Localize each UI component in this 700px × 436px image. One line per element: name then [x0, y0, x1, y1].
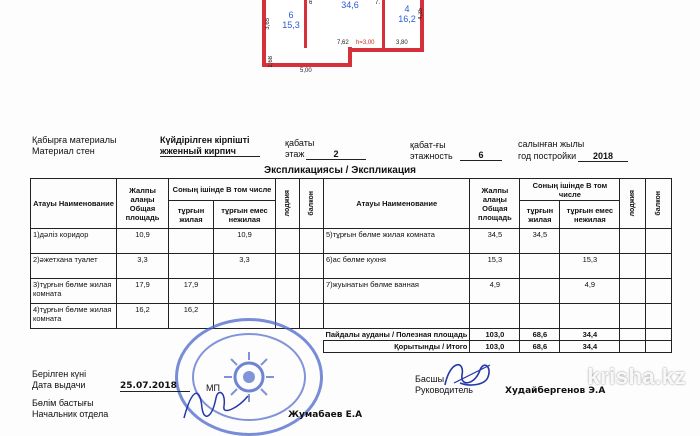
- col-incl-header: Соның ішінде В том числе: [169, 179, 276, 201]
- room-total: 16,2: [117, 304, 169, 329]
- room-total: [470, 304, 520, 329]
- room-nonliving: [560, 229, 620, 254]
- director-label-ru: Руководитель: [415, 385, 473, 395]
- room-living: [520, 279, 560, 304]
- col-balcony-header-2: балкон: [655, 191, 663, 216]
- year-value: 2018: [578, 151, 628, 162]
- table-row: [31, 279, 672, 304]
- head-dept-label-ru: Начальник отдела: [32, 409, 109, 419]
- wall-material-value-ru: жженный кирпич: [160, 146, 260, 157]
- total-row: [31, 341, 672, 353]
- col-total-header-2: Жалпы алаңы Общая площадь: [470, 179, 520, 229]
- dim-left: 3,65: [265, 18, 271, 30]
- floor-value: 2: [306, 149, 366, 160]
- room-living: 16,2: [169, 304, 214, 329]
- room-name: 6)ас бөлме кухня: [324, 254, 470, 279]
- room-nonliving: 3,3: [214, 254, 276, 279]
- room-living: [520, 254, 560, 279]
- col-living-header-2: тұрғын жилая: [520, 201, 560, 229]
- col-nonliving-header: тұрғын емес нежилая: [214, 201, 276, 229]
- room-4-number: 4: [404, 4, 410, 14]
- head-dept-name: Жумабаев Е.А: [288, 410, 363, 420]
- room-living: 17,9: [169, 279, 214, 304]
- col-name-header: Атауы Наименование: [31, 179, 117, 229]
- wall-material-label-kz: Қабырға материалы: [32, 135, 117, 145]
- table-row: [31, 254, 672, 279]
- floors-value: 6: [460, 150, 502, 161]
- room-total: 17,9: [117, 279, 169, 304]
- col-living-header: тұрғын жилая: [169, 201, 214, 229]
- dim-top-a: 6: [309, 0, 313, 6]
- useful-area-nonliving: 34,4: [560, 329, 620, 341]
- watermark-text: krisha.kz: [587, 364, 686, 389]
- table-row: [31, 304, 672, 329]
- room-nonliving: [560, 304, 620, 329]
- useful-area-total: 103,0: [470, 329, 520, 341]
- total-nonliving: 34,4: [560, 341, 620, 353]
- wall-material-label-ru: Материал стен: [32, 146, 95, 156]
- floor-label-ru: этаж: [285, 149, 305, 159]
- dim-500: 5,00: [300, 68, 312, 74]
- room-nonliving: 15,3: [560, 254, 620, 279]
- director-signature-icon: [440, 355, 500, 395]
- room-4-area: 16,2: [398, 14, 416, 24]
- room-nonliving: 10,9: [214, 229, 276, 254]
- dim-762: 7,62: [337, 40, 349, 46]
- dim-right: 4,35: [418, 8, 424, 20]
- col-loggia-header: лоджия: [284, 190, 291, 217]
- room-name: 7)жуынатын бөлме ванная: [324, 279, 470, 304]
- col-nonliving-header-2: тұрғын емес нежилая: [560, 201, 620, 229]
- col-balcony-header: балкон: [308, 191, 315, 216]
- room-total: 15,3: [470, 254, 520, 279]
- issue-date-label-ru: Дата выдачи: [32, 380, 86, 390]
- col-loggia-header-2: лоджия: [629, 190, 637, 217]
- year-label-ru: год постройки: [518, 151, 577, 161]
- room-total: 34,5: [470, 229, 520, 254]
- seal-place-label: МП: [206, 383, 220, 393]
- col-incl-header-2: Соның ішінде В том числе: [520, 179, 620, 201]
- total-total: 103,0: [470, 341, 520, 353]
- room-total: 10,9: [117, 229, 169, 254]
- dim-top-b: 7.: [375, 0, 381, 6]
- room-nonliving: [214, 279, 276, 304]
- room-6-area: 15,3: [282, 20, 300, 30]
- issue-date-label-kz: Берілген күні: [32, 369, 87, 379]
- floor-label-kz: қабаты: [285, 138, 315, 148]
- room-total: 4,9: [470, 279, 520, 304]
- head-dept-label-kz: Бөлім бастығы: [32, 398, 94, 408]
- room-5-area: 34,6: [341, 0, 359, 10]
- explication-table: [30, 178, 672, 353]
- director-label-kz: Басшы: [415, 374, 445, 384]
- room-living: [520, 304, 560, 329]
- room-6-number: 6: [288, 10, 294, 20]
- total-label: Қорытынды / Итого: [324, 341, 470, 353]
- room-name: 5)тұрғын бөлме жилая комната: [324, 229, 470, 254]
- room-name: 4)тұрғын бөлме жилая комната: [31, 304, 117, 329]
- total-living: 68,6: [520, 341, 560, 353]
- room-name: [324, 304, 470, 329]
- floors-label-ru: этажность: [410, 151, 453, 161]
- room-nonliving: 4,9: [560, 279, 620, 304]
- room-living: 34,5: [520, 229, 560, 254]
- dim-380: 3,80: [396, 40, 408, 46]
- dim-168: 1,68: [268, 56, 274, 68]
- room-name: 3)тұрғын бөлме жилая комната: [31, 279, 117, 304]
- useful-area-label: Пайдалы ауданы / Полезная площадь: [324, 329, 470, 341]
- useful-area-row: [31, 329, 672, 341]
- floors-label-kz: қабат-ғы: [410, 140, 446, 150]
- room-living: [169, 229, 214, 254]
- wall-material-value-kz: Күйдірілген кірпішті: [160, 135, 250, 145]
- useful-area-living: 68,6: [520, 329, 560, 341]
- year-label-kz: салынған жылы: [518, 139, 585, 149]
- col-name-header-2: Атауы Наименование: [324, 179, 470, 229]
- room-name: 2)әжетхана туалет: [31, 254, 117, 279]
- table-row: [31, 229, 672, 254]
- director-name: Худайбергенов Э.А: [505, 386, 606, 396]
- explication-title: Экспликациясы / Экспликация: [263, 165, 416, 176]
- dim-height: h=3,00: [356, 40, 375, 46]
- room-living: [169, 254, 214, 279]
- room-name: 1)дәліз коридор: [31, 229, 117, 254]
- col-total-header: Жалпы алаңы Общая площадь: [117, 179, 169, 229]
- room-total: 3,3: [117, 254, 169, 279]
- head-dept-signature-icon: [178, 378, 258, 426]
- issue-date-value: 25.07.2018: [120, 381, 190, 392]
